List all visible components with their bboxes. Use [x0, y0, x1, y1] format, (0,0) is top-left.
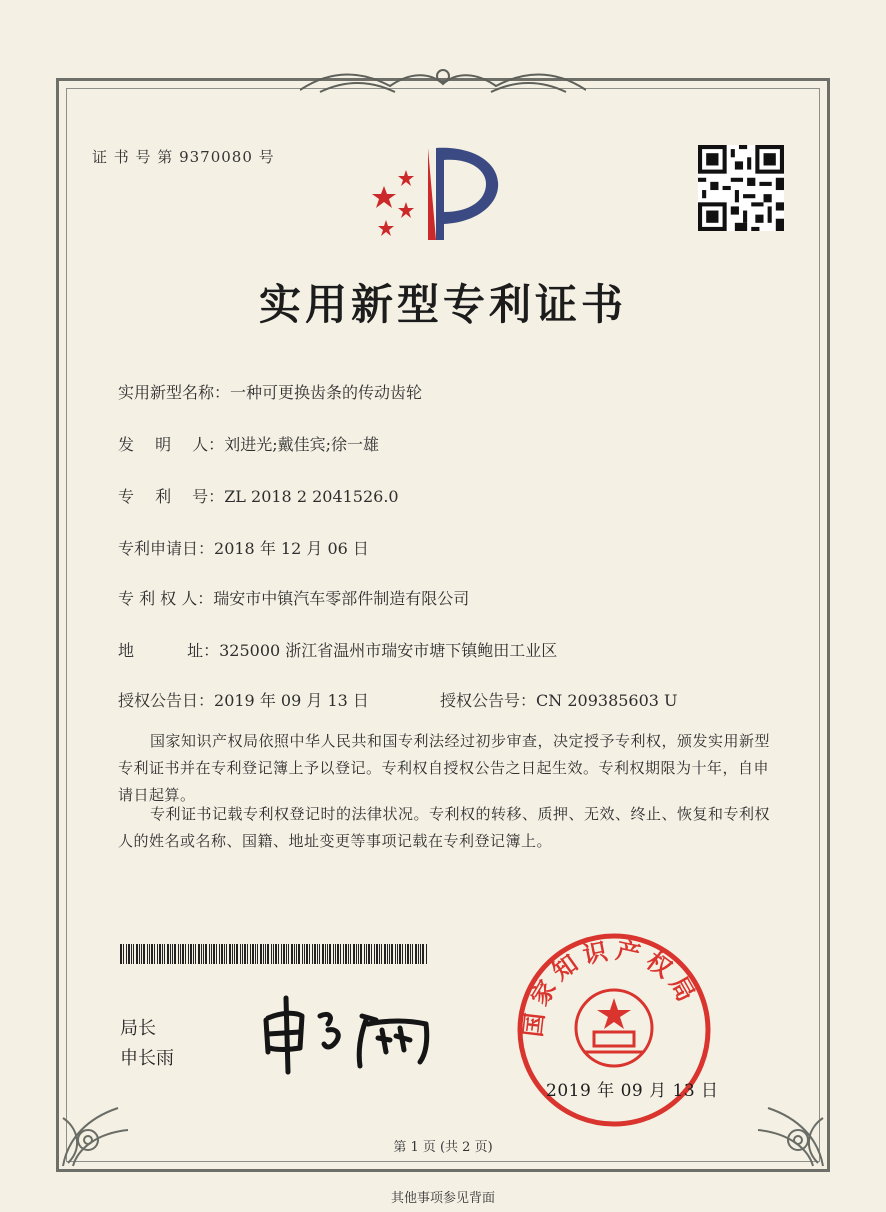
cnipa-logo-icon	[370, 140, 510, 250]
bottom-right-ornament	[738, 1078, 828, 1170]
top-ornament	[300, 62, 586, 102]
barcode-icon	[120, 944, 430, 964]
inventor-value: 刘进光;戴佳宾;徐一雄	[224, 435, 379, 454]
address-label: 地 址：	[118, 641, 220, 660]
grant-number-label: 授权公告号：	[440, 691, 537, 710]
body-paragraph-1: 国家知识产权局依照中华人民共和国专利法经过初步审查，决定授予专利权，颁发实用新型专利证书并在专利登记簿上予以登记。专利权自授权公告之日起生效。专利权期限为十年，自申请日起算。	[118, 732, 771, 804]
grant-date-label: 授权公告日：	[118, 691, 215, 710]
certificate-number: 证 书 号 第 9370080 号	[92, 148, 275, 166]
official-name: 申长雨	[120, 1048, 174, 1069]
address-value: 325000 浙江省温州市瑞安市塘下镇鲍田工业区	[219, 641, 558, 660]
grant-number-value: CN 209385603 U	[536, 691, 678, 710]
seal-date: 2019 年 09 月 13 日	[546, 1081, 719, 1101]
patent-number-value: ZL 2018 2 2041526.0	[224, 487, 399, 506]
filing-date-value: 2018 年 12 月 06 日	[214, 539, 369, 558]
grant-date-value: 2019 年 09 月 13 日	[214, 691, 369, 710]
grant-number-field	[440, 688, 678, 711]
patentee-label: 专 利 权 人：	[118, 589, 214, 608]
body-paragraph-2: 专利证书记载专利权登记时的法律状况。专利权的转移、质押、无效、终止、恢复和专利权人的姓名或名称、国籍、地址变更等事项记载在专利登记簿上。	[118, 805, 771, 850]
name-value: 一种可更换齿条的传动齿轮	[230, 383, 423, 402]
patent-number-field	[118, 484, 399, 507]
inventor-label: 发 明 人：	[118, 435, 225, 454]
patentee-field	[118, 586, 469, 609]
address-field	[118, 638, 557, 661]
footnote: 其他事项参见背面	[390, 1191, 495, 1206]
signature-image	[258, 990, 448, 1080]
filing-date-label: 专利申请日：	[118, 539, 215, 558]
qr-code-icon	[698, 145, 784, 231]
official-title: 局长	[120, 1018, 156, 1039]
grant-date-field	[118, 688, 369, 711]
filing-date-field	[118, 536, 369, 559]
page-number: 第 1 页 (共 2 页)	[393, 1140, 493, 1155]
svg-text:国家知识产权局: 国家知识产权局	[518, 936, 704, 1039]
name-label: 实用新型名称：	[118, 383, 231, 402]
bottom-left-ornament	[58, 1078, 148, 1170]
patentee-value: 瑞安市中镇汽车零部件制造有限公司	[213, 589, 470, 608]
patent-number-label: 专 利 号：	[118, 487, 225, 506]
certificate-title: 实用新型专利证书	[258, 280, 627, 329]
inventor-field	[118, 432, 379, 455]
name-field	[118, 380, 422, 403]
